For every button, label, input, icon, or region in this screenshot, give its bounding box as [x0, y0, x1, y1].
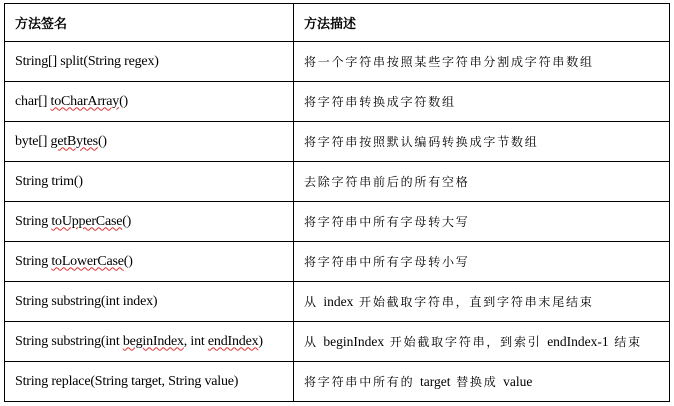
method-description: 将字符串按照默认编码转换成字节数组	[294, 122, 670, 162]
header-signature: 方法签名	[5, 4, 294, 42]
method-signature: String replace(String target, String value)	[5, 362, 294, 402]
method-signature: String toLowerCase()	[5, 242, 294, 282]
table-row	[5, 322, 670, 362]
method-signature: String substring(int beginIndex, int endIndex)	[5, 322, 294, 362]
method-table	[4, 3, 670, 402]
method-signature: String substring(int index)	[5, 282, 294, 322]
method-signature: String toUpperCase()	[5, 202, 294, 242]
method-description: 将一个字符串按照某些字符串分割成字符串数组	[294, 42, 670, 82]
method-description: 将字符串中所有的 target 替换成 value	[294, 362, 670, 402]
table-row	[5, 242, 670, 282]
table-row	[5, 282, 670, 322]
table-row	[5, 42, 670, 82]
method-description: 从 index 开始截取字符串，直到字符串末尾结束	[294, 282, 670, 322]
method-description: 去除字符串前后的所有空格	[294, 162, 670, 202]
method-signature: char[] toCharArray()	[5, 82, 294, 122]
method-description: 将字符串转换成字符数组	[294, 82, 670, 122]
method-signature: String[] split(String regex)	[5, 42, 294, 82]
table-row	[5, 362, 670, 402]
table-row	[5, 122, 670, 162]
table-header-row	[5, 4, 670, 42]
method-description: 将字符串中所有字母转小写	[294, 242, 670, 282]
header-description: 方法描述	[294, 4, 670, 42]
method-signature: String trim()	[5, 162, 294, 202]
table-row	[5, 82, 670, 122]
table-row	[5, 202, 670, 242]
table-row	[5, 162, 670, 202]
method-description: 将字符串中所有字母转大写	[294, 202, 670, 242]
method-description: 从 beginIndex 开始截取字符串，到索引 endIndex-1 结束	[294, 322, 670, 362]
method-signature: byte[] getBytes()	[5, 122, 294, 162]
